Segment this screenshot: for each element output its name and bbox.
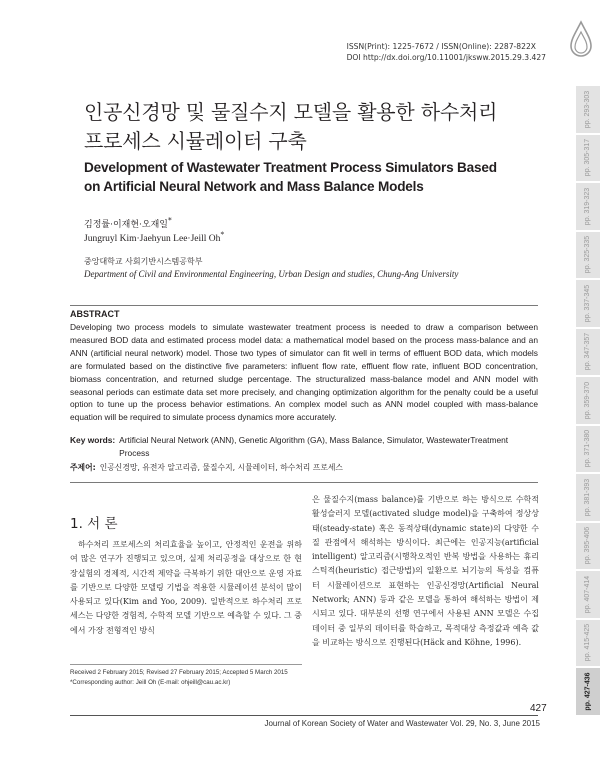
- authors-korean: 김정률·이재현·오재일*: [84, 216, 172, 230]
- journal-citation: Journal of Korean Society of Water and Wastewater Vol. 29, No. 3, June 2015: [264, 719, 540, 728]
- english-title: Development of Wastewater Treatment Process Simulators Based on Artificial Neural Network and Mass Balance Models: [84, 160, 497, 194]
- page-tab[interactable]: pp. 381-393: [576, 474, 600, 523]
- page-tab[interactable]: pp. 415-425: [576, 620, 600, 669]
- issn-doi-block: [347, 41, 546, 63]
- affiliation-korean: 중앙대학교 사회기반시스템공학부: [84, 257, 203, 266]
- footnote-divider: [70, 664, 302, 665]
- page-tab[interactable]: pp. 319-323: [576, 183, 600, 232]
- footer-divider: [70, 715, 538, 716]
- divider: [70, 305, 538, 306]
- intro-right-column: 은 물질수지(mass balance)를 기반으로 하는 방식으로 수학적 활성슬러지 모델(activated sludge model)을 구축하여 정상상태(steady-state) 혹은 동적상태(dynamic state)의 다양한 수질 관점에서 해석하는 방식이다. 최근에는 인공지능(artificial intelligent) 알고리즘(시행착오적인 반복 방법을 사용하는 휴리스틱적(heuristic) 접근방법)의 일환으로 뇌기능의 특성을 컴퓨터 시뮬레이션으로 표현하는 인공신경망(Artificial Neural Network; ANN) 등과 같은 모델을 통하여 해석하는 방법이 제시되고 있다. 대부분의 선행 연구에서 사용된 ANN 모델은 수집 데이터 중 일부의 데이터를 학습하고, 목적대상 측정값과 예측 값을 비교하는 방식으로 진행된다(Häck and Köhne, 1996).: [312, 495, 539, 647]
- page-tab[interactable]: pp. 371-380: [576, 426, 600, 475]
- page-tab[interactable]: pp. 293-303: [576, 86, 600, 135]
- keywords-korean: [70, 462, 538, 475]
- page-tab[interactable]: pp. 347-357: [576, 329, 600, 378]
- abstract-text: Developing two process models to simulate wastewater treatment process is needed to draw a comparison between measured BOD data and estimated process model data: a mathematical model based on the process mass-balance and an ANN (artificial neural network) model. Those two types of simulator can fit well in terms of effluent BOD data, which models are formulated based on the distinctive five parameters: influent flow rate, effluent flow rate, influent BOD concentration, biomass concentration, and returned sludge percentage. The structuralized mass-balance model and ANN model with seasonal periods can estimate data set more precisely, and changing optimization algorithm for the penalty could be a useful option to tune up the process behavior estimations. An complex model such as ANN model coupled with mass-balance equation will be required to simulate process dynamics more accurately.: [70, 322, 538, 423]
- page-number: 427: [530, 703, 547, 714]
- page-tab[interactable]: pp. 395-406: [576, 523, 600, 572]
- page-tab[interactable]: pp. 407-414: [576, 571, 600, 620]
- keywords-label-ko: 주제어:: [70, 463, 96, 472]
- sidebar-page-tabs: [576, 86, 600, 717]
- authors-english: Jungruyl Kim·Jaehyun Lee·Jeill Oh*: [84, 230, 225, 245]
- page-tab-active[interactable]: pp. 427-436: [576, 668, 600, 717]
- received-dates: Received 2 February 2015; Revised 27 February 2015; Accepted 5 March 2015: [70, 669, 288, 676]
- divider: [70, 482, 538, 483]
- footnote: [70, 668, 310, 687]
- keywords-text: Artificial Neural Network (ANN), Genetic Algorithm (GA), Mass Balance, Simulator, WastewaterTreatment Process: [119, 435, 509, 458]
- page-tab[interactable]: pp. 325-335: [576, 232, 600, 281]
- corresponding-author: *Corresponding author: Jeill Oh (E-mail: ohjeill@cau.ac.kr): [70, 678, 231, 686]
- keywords-english: [70, 434, 538, 460]
- affiliation-english: Department of Civil and Environmental Engineering, Urban Design and studies, Chung-Ang University: [84, 269, 459, 279]
- issn-line: ISSN(Print): 1225-7672 / ISSN(Online): 2287-822X: [346, 42, 536, 51]
- page-tab[interactable]: pp. 337-345: [576, 280, 600, 329]
- intro-left-column: 하수처리 프로세스의 처리효율을 높이고, 안정적인 운전을 위하여 많은 연구가 진행되고 있으며, 실제 처리공정을 대상으로 한 현장실험의 경제적, 시간적 제약을 극복하기 위한 대안으로 운영 자료를 기반으로 다양한 모델링 기법을 적용한 시뮬레이션 분석이 많이 사용되고 있다(Kim and Yoo, 2009). 일반적으로 하수처리 프로세스는 다양한 경험적, 수학적 모델 기반으로 예측할 수 있다. 그 중에서 가장 전형적인 방식: [70, 540, 302, 635]
- journal-logo-icon: [568, 20, 594, 60]
- keywords-text-ko: 인공신경망, 유전자 알고리즘, 물질수지, 시뮬레이터, 하수처리 프로세스: [99, 463, 343, 472]
- page-tab[interactable]: pp. 359-370: [576, 377, 600, 426]
- page-tab[interactable]: pp. 305-317: [576, 135, 600, 184]
- abstract-heading: ABSTRACT: [70, 309, 120, 319]
- keywords-label: Key words:: [70, 435, 116, 445]
- doi-line: DOI http://dx.doi.org/10.11001/jksww.2015.29.3.427: [346, 53, 546, 62]
- section-heading: 1. 서 론: [70, 516, 118, 532]
- korean-title: 인공신경망 및 물질수지 모델을 활용한 하수처리 프로세스 시뮬레이터 구축: [84, 100, 498, 153]
